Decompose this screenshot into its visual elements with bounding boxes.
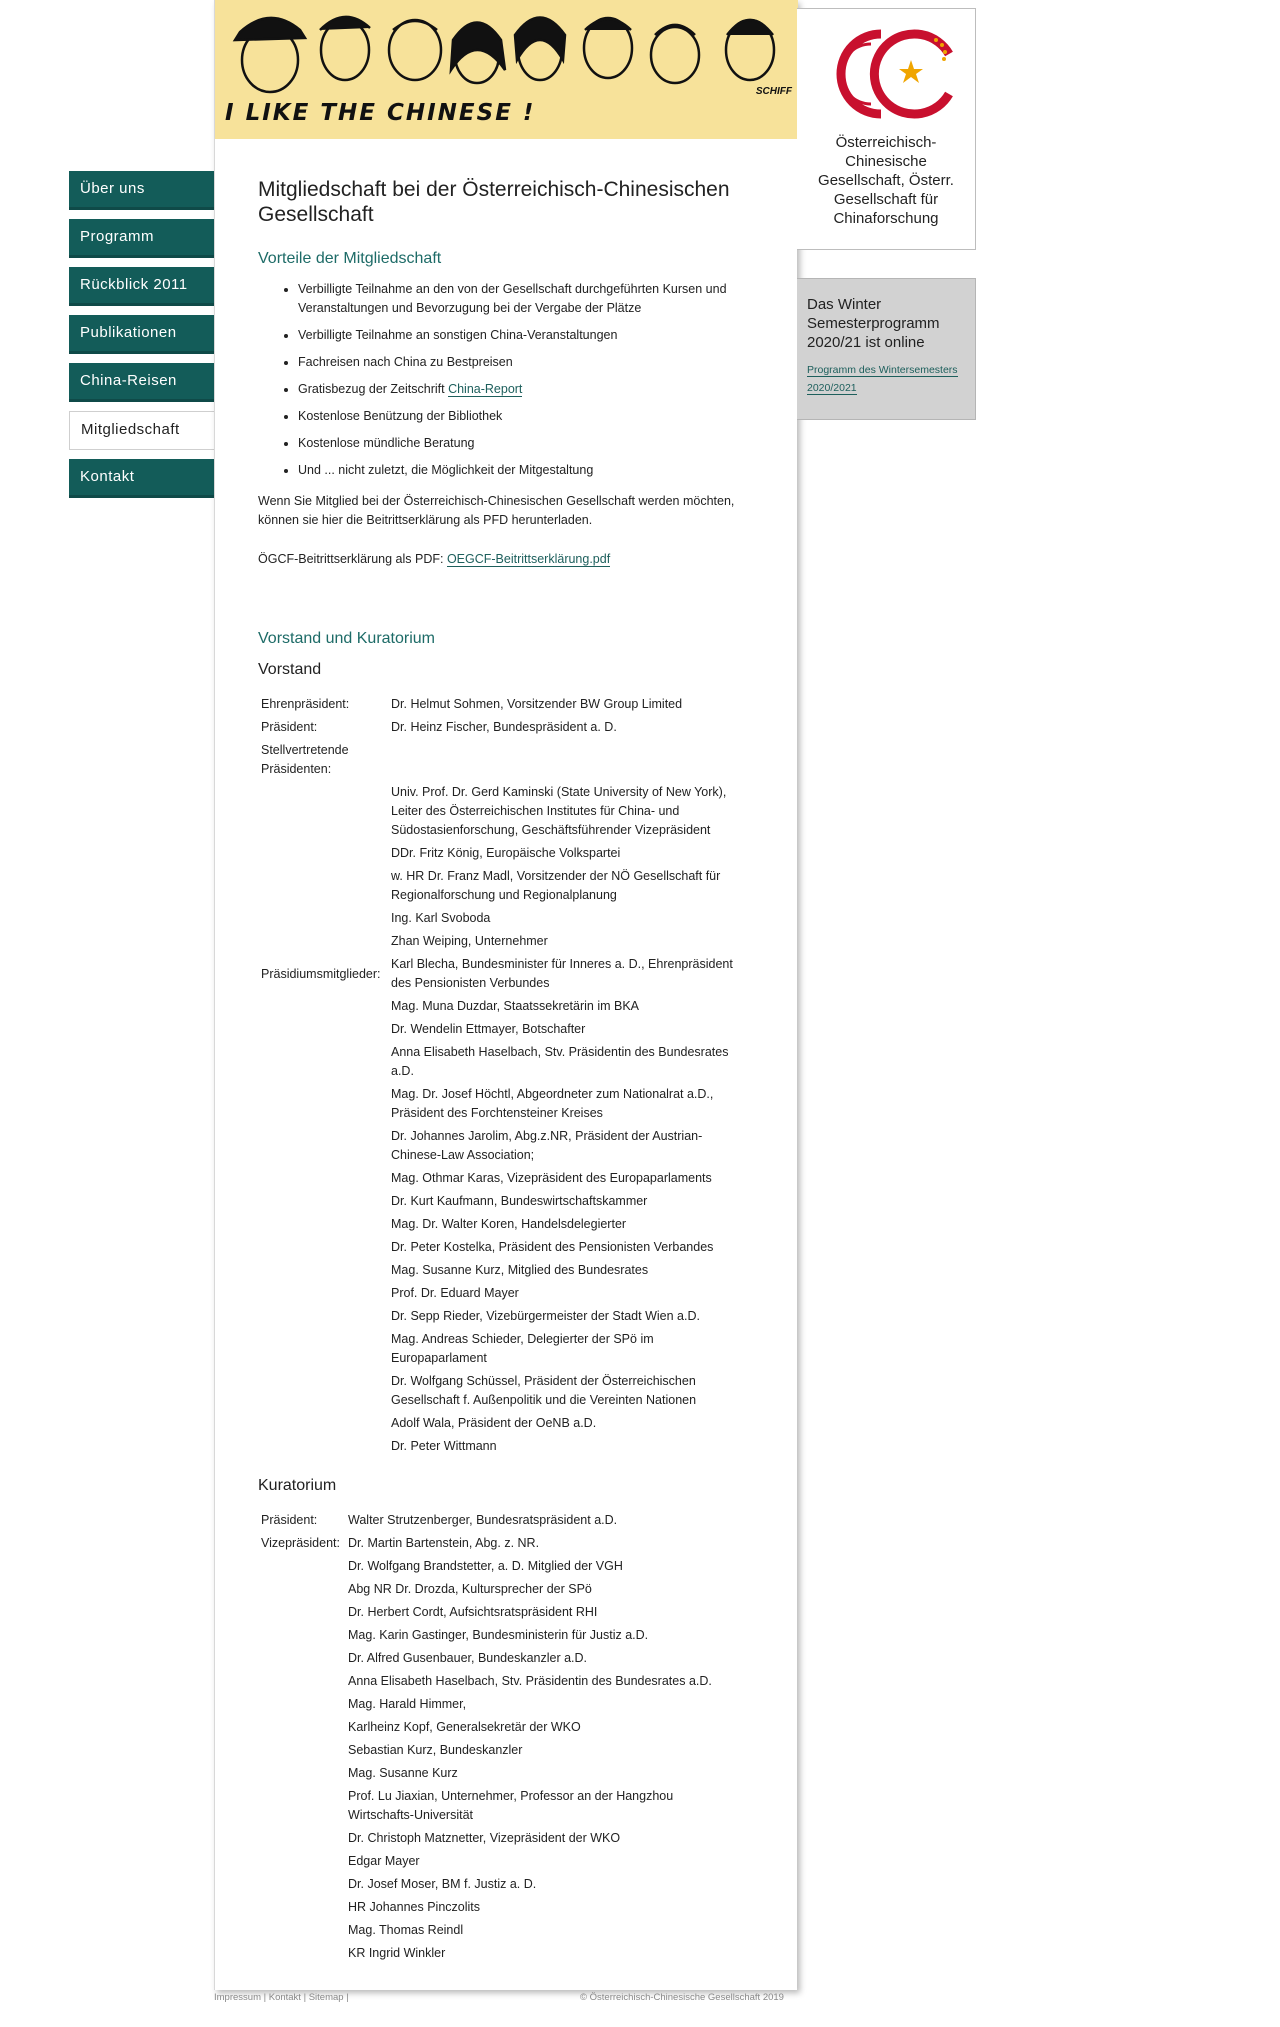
table-row (258, 739, 748, 781)
banner-signature: SCHIFF (755, 86, 792, 97)
nav-item-china-reisen[interactable]: China-Reisen (69, 363, 214, 402)
table-row (258, 1919, 735, 1942)
person-name: Anna Elisabeth Haselbach, Stv. Präsidentin des Bundesrates a.D. (391, 1045, 729, 1078)
person-name: Karl Blecha, Bundesminister für Inneres a. D., Ehrenpräsident des Pensionisten Verbundes (391, 957, 733, 990)
kuratorium-table (258, 1509, 735, 1965)
person-name: Mag. Dr. Josef Höchtl, Abgeordneter zum Nationalrat a.D., Präsident des Forchtensteiner Kreises (391, 1087, 714, 1120)
list-item: • Kostenlose Benützung der Bibliothek (298, 407, 754, 426)
person-name: Adolf Wala, Präsident der OeNB a.D. (391, 1416, 597, 1430)
person-name: Dr. Wolfgang Schüssel, Präsident der Österreichischen Gesellschaft f. Außenpolitik und die Vereinten Nationen (391, 1374, 697, 1407)
footer-copyright: © Österreichisch-Chinesische Gesellschaft 2019 (580, 1992, 784, 2003)
person-name: Mag. Harald Himmer, (348, 1697, 467, 1711)
table-row (258, 781, 748, 842)
footer-separator: | (260, 1992, 269, 2003)
person-name: Dr. Herbert Cordt, Aufsichtsratspräsident RHI (348, 1605, 598, 1619)
benefit-text: Gratisbezug der Zeitschrift (298, 382, 449, 396)
person-name: Dr. Alfred Gusenbauer, Bundeskanzler a.D. (348, 1651, 588, 1665)
person-name: KR Ingrid Winkler (348, 1946, 446, 1960)
table-row (258, 1370, 748, 1412)
table-row (258, 842, 748, 865)
table-row (258, 1236, 748, 1259)
kuratorium-heading: Kuratorium (258, 1477, 337, 1494)
person-name: Dr. Kurt Kaufmann, Bundeswirtschaftskammer (391, 1194, 648, 1208)
nav-item-programm[interactable]: Programm (69, 219, 214, 258)
person-name: Dr. Christoph Matznetter, Vizepräsident der WKO (348, 1831, 621, 1845)
person-name: Prof. Lu Jiaxian, Unternehmer, Professor an der Hangzhou Wirtschafts-Universität (348, 1789, 674, 1822)
banner-slogan: I LIKE THE CHINESE ! (225, 100, 536, 126)
footer-links (214, 1992, 349, 2003)
table-row (258, 1716, 735, 1739)
table-row (258, 1555, 735, 1578)
organization-logo-box[interactable] (797, 8, 976, 250)
list-item: • Und ... nicht zuletzt, die Möglichkeit der Mitgestaltung (298, 461, 754, 480)
news-title: Das Winter Semesterprogramm 2020/21 ist online (807, 296, 940, 351)
table-row (258, 1305, 748, 1328)
table-row (258, 1041, 748, 1083)
person-name: Dr. Wendelin Ettmayer, Botschafter (391, 1022, 586, 1036)
benefits-list (298, 280, 754, 480)
role-label: Präsident: (261, 1513, 318, 1527)
role-label: Vizepräsident: (261, 1536, 340, 1550)
person-name: Abg NR Dr. Drozda, Kultursprecher der SPö (348, 1582, 592, 1596)
intro-paragraph: Wenn Sie Mitglied bei der Österreichisch-Chinesischen Gesellschaft werden möchten, können sie hier die Beitrittserklärung als PFD herunterladen. (258, 494, 735, 527)
person-name: Mag. Susanne Kurz, Mitglied des Bundesrates (391, 1263, 649, 1277)
header-banner (215, 0, 798, 139)
page-title: Mitgliedschaft bei der Österreichisch-Chinesischen Gesellschaft (258, 178, 730, 226)
table-row (258, 1785, 735, 1827)
table-row (258, 1083, 748, 1125)
china-report-link[interactable]: China-Report (448, 382, 523, 396)
table-row (258, 1532, 735, 1555)
role-label: Präsidiumsmitglieder: (261, 966, 381, 981)
table-row (258, 865, 748, 907)
table-row (258, 1850, 735, 1873)
person-name: Karlheinz Kopf, Generalsekretär der WKO (348, 1720, 581, 1734)
nav-item-rueckblick[interactable]: Rückblick 2011 (69, 267, 214, 306)
table-row (258, 1601, 735, 1624)
organization-name: Österreichisch-Chinesische Gesellschaft, Österr. Gesellschaft für Chinaforschung (818, 134, 954, 227)
table-row (258, 1647, 735, 1670)
pdf-label: ÖGCF-Beitrittserklärung als PDF: (258, 552, 447, 566)
benefits-heading: Vorteile der Mitgliedschaft (258, 250, 442, 267)
table-row (258, 1259, 748, 1282)
pdf-download-link[interactable]: OEGCF-Beitrittserklärung.pdf (446, 552, 611, 566)
nav-item-kontakt[interactable]: Kontakt (69, 459, 214, 498)
person-name: Dr. Peter Wittmann (391, 1439, 497, 1453)
person-name: Dr. Wolfgang Brandstetter, a. D. Mitglied der VGH (348, 1559, 623, 1573)
person-name: Anna Elisabeth Haselbach, Stv. Präsidentin des Bundesrates a.D. (348, 1674, 712, 1688)
list-item: • Fachreisen nach China zu Bestpreisen (298, 353, 754, 372)
role-label: Stellvertretende Präsidenten: (261, 743, 349, 776)
person-name: Univ. Prof. Dr. Gerd Kaminski (State University of New York), Leiter des Österreichischen Institutes für China- und Südostasienforschung, Geschäftsführender Vizepräsident (391, 785, 727, 837)
vorstand-table (258, 693, 748, 1458)
person-name: Prof. Dr. Eduard Mayer (391, 1286, 519, 1300)
main-navigation (69, 171, 214, 507)
person-name: Mag. Andreas Schieder, Delegierter der SPö im Europaparlament (391, 1332, 654, 1365)
person-name: Dr. Johannes Jarolim, Abg.z.NR, Präsident der Austrian-Chinese-Law Association; (391, 1129, 703, 1162)
list-item: • Kostenlose mündliche Beratung (298, 434, 754, 453)
news-box (797, 278, 976, 420)
table-row (258, 716, 748, 739)
person-name: Ing. Karl Svoboda (391, 911, 491, 925)
person-name: Walter Strutzenberger, Bundesratspräsident a.D. (348, 1513, 618, 1527)
pdf-download-line (258, 550, 754, 569)
person-name: Mag. Thomas Reindl (348, 1923, 464, 1937)
table-row (258, 1328, 748, 1370)
organization-logo (811, 22, 961, 122)
table-row (258, 1190, 748, 1213)
board-heading: Vorstand und Kuratorium (258, 630, 435, 647)
person-name: Sebastian Kurz, Bundeskanzler (348, 1743, 523, 1757)
person-name: DDr. Fritz König, Europäische Volkspartei (391, 846, 621, 860)
table-row (258, 1018, 748, 1041)
role-label: Präsident: (261, 720, 318, 734)
table-row (258, 930, 748, 953)
footer-link-kontakt[interactable]: Kontakt (268, 1992, 301, 2003)
person-name: Mag. Susanne Kurz (348, 1766, 458, 1780)
person-name: Dr. Peter Kostelka, Präsident des Pensionisten Verbandes (391, 1240, 714, 1254)
footer-link-sitemap[interactable]: Sitemap (308, 1992, 344, 2003)
table-row (258, 1762, 735, 1785)
table-row (258, 907, 748, 930)
table-row (258, 1213, 748, 1236)
footer-separator: | (343, 1992, 349, 2003)
table-row (258, 1873, 735, 1896)
list-item: • Verbilligte Teilnahme an den von der Gesellschaft durchgeführten Kursen und Veranstaltungen und Bevorzugung bei der Vergabe der Plätze (298, 280, 754, 318)
person-name: w. HR Dr. Franz Madl, Vorsitzender der NÖ Gesellschaft für Regionalforschung und Regionalplanung (391, 869, 721, 902)
person-name: Dr. Martin Bartenstein, Abg. z. NR. (348, 1536, 540, 1550)
person-name: Mag. Dr. Walter Koren, Handelsdelegierter (391, 1217, 627, 1231)
table-row (258, 1624, 735, 1647)
nav-item-publikationen[interactable]: Publikationen (69, 315, 214, 354)
person-name: Dr. Josef Moser, BM f. Justiz a. D. (348, 1877, 537, 1891)
person-name: Mag. Muna Duzdar, Staatssekretärin im BKA (391, 999, 640, 1013)
person-name: Zhan Weiping, Unternehmer (391, 934, 548, 948)
table-row (258, 1167, 748, 1190)
person-name: HR Johannes Pinczolits (348, 1900, 481, 1914)
article (215, 139, 797, 1965)
person-name: Edgar Mayer (348, 1854, 420, 1868)
list-item: • Verbilligte Teilnahme an sonstigen China-Veranstaltungen (298, 326, 754, 345)
role-label: Ehrenpräsident: (261, 697, 350, 711)
list-item (298, 380, 754, 399)
main-content (214, 0, 797, 1990)
table-row (258, 1827, 735, 1850)
footer-separator: | (300, 1992, 309, 2003)
person-name: Dr. Helmut Sohmen, Vorsitzender BW Group Limited (391, 697, 683, 711)
table-row (258, 1942, 735, 1965)
vorstand-heading: Vorstand (258, 661, 322, 678)
table-row (258, 693, 748, 716)
table-row (258, 1412, 748, 1435)
table-row (258, 1739, 735, 1762)
table-row (258, 1435, 748, 1458)
table-row (258, 1896, 735, 1919)
nav-item-mitgliedschaft[interactable]: Mitgliedschaft (69, 411, 214, 450)
table-row (258, 1125, 748, 1167)
table-row (258, 1670, 735, 1693)
nav-item-ueber-uns[interactable]: Über uns (69, 171, 214, 210)
person-name: Mag. Karin Gastinger, Bundesministerin für Justiz a.D. (348, 1628, 649, 1642)
person-name: Dr. Sepp Rieder, Vizebürgermeister der Stadt Wien a.D. (391, 1309, 700, 1323)
table-row (258, 1578, 735, 1601)
table-row (258, 995, 748, 1018)
table-row (258, 1509, 735, 1532)
person-name: Dr. Heinz Fischer, Bundespräsident a. D. (391, 720, 617, 734)
footer-link-impressum[interactable]: Impressum (214, 1992, 261, 2003)
person-name: Mag. Othmar Karas, Vizepräsident des Europaparlaments (391, 1171, 712, 1185)
table-row (258, 1282, 748, 1305)
table-row (258, 953, 748, 995)
news-program-link[interactable]: Programm des Wintersemesters 2020/2021 (807, 364, 958, 394)
table-row (258, 1693, 735, 1716)
